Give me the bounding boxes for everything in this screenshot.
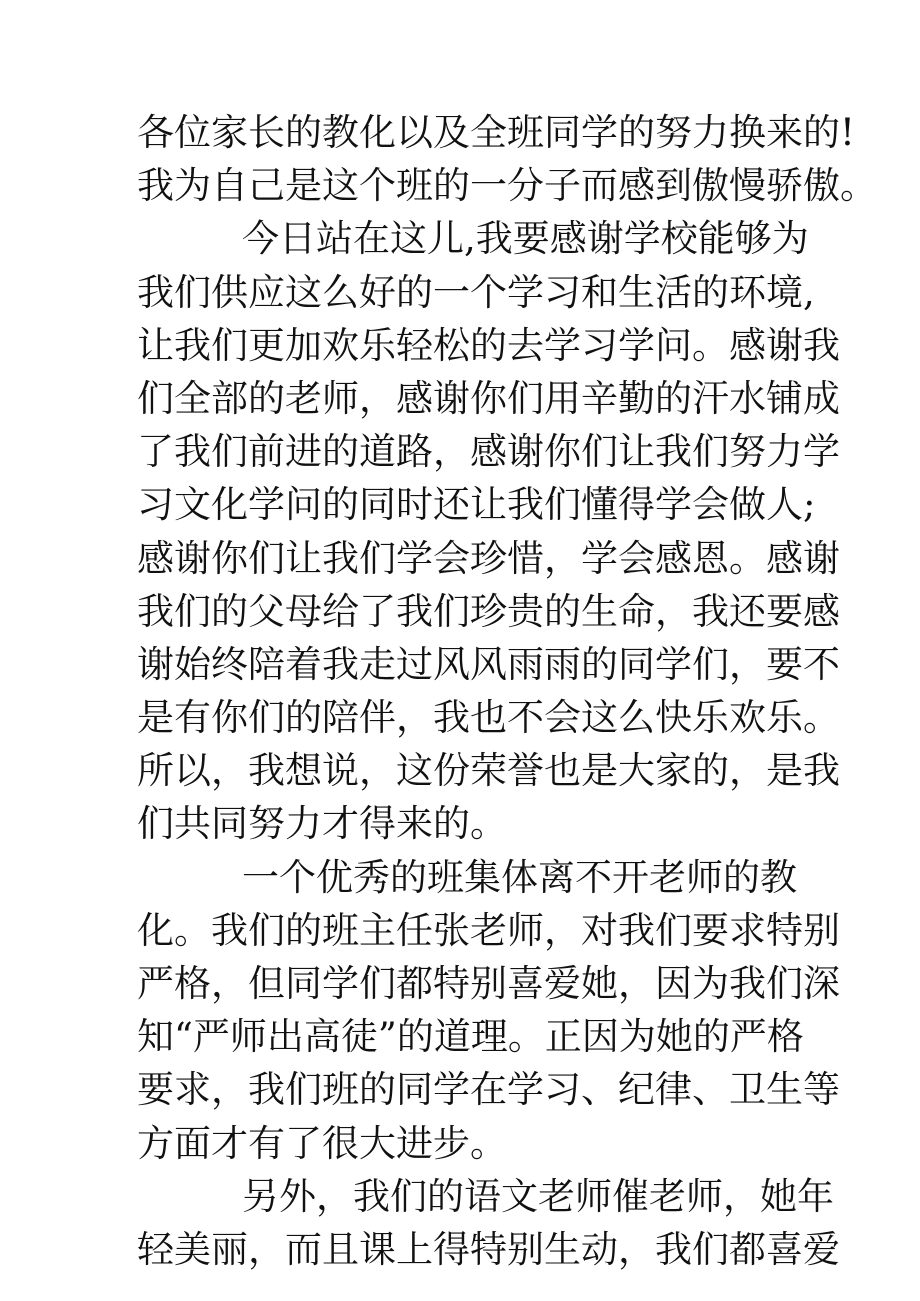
text-line: 化。我们的班主任张老师，对我们要求特别 [137,908,840,952]
text-line: 我们的父母给了我们珍贵的生命，我还要感 [137,589,840,633]
text-line: 一个优秀的班集体离不开老师的教 [242,855,797,899]
text-line: 方面才有了很大进步。 [137,1121,507,1165]
text-line: 要求，我们班的同学在学习、纪律、卫生等 [137,1068,840,1112]
text-line: 知“严师出高徒”的道理。正因为她的严格 [137,1015,804,1059]
text-line: 所以，我想说，这份荣誉也是大家的，是我 [137,749,840,793]
text-line: 了我们前进的道路，感谢你们让我们努力学 [137,430,840,474]
text-line: 们共同努力才得来的。 [137,802,507,846]
text-line: 让我们更加欢乐轻松的去学习学问。感谢我 [137,323,840,367]
text-line: 另外，我们的语文老师催老师，她年 [242,1174,834,1218]
text-line: 我为自己是这个班的一分子而感到傲慢骄傲。 [137,164,877,208]
text-line: 严格，但同学们都特别喜爱她，因为我们深 [137,962,840,1005]
text-line: 习文化学问的同时还让我们懂得学会做人; [137,483,816,527]
text-line: 我们供应这么好的一个学习和生活的环境, [137,270,815,314]
text-line: 是有你们的陪伴，我也不会这么快乐欢乐。 [137,696,840,740]
text-line: 们全部的老师，感谢你们用辛勤的汗水铺成 [137,376,840,420]
text-line: 今日站在这儿,我要感谢学校能够为 [242,217,809,261]
text-line: 轻美丽，而且课上得特别生动，我们都喜爱 [137,1227,840,1271]
body-text [137,106,877,1276]
text-line: 谢始终陪着我走过风风雨雨的同学们，要不 [137,642,840,686]
text-line: 感谢你们让我们学会珍惜，学会感恩。感谢 [137,536,840,580]
text-line: 各位家长的教化以及全班同学的努力换来的! [137,111,855,154]
